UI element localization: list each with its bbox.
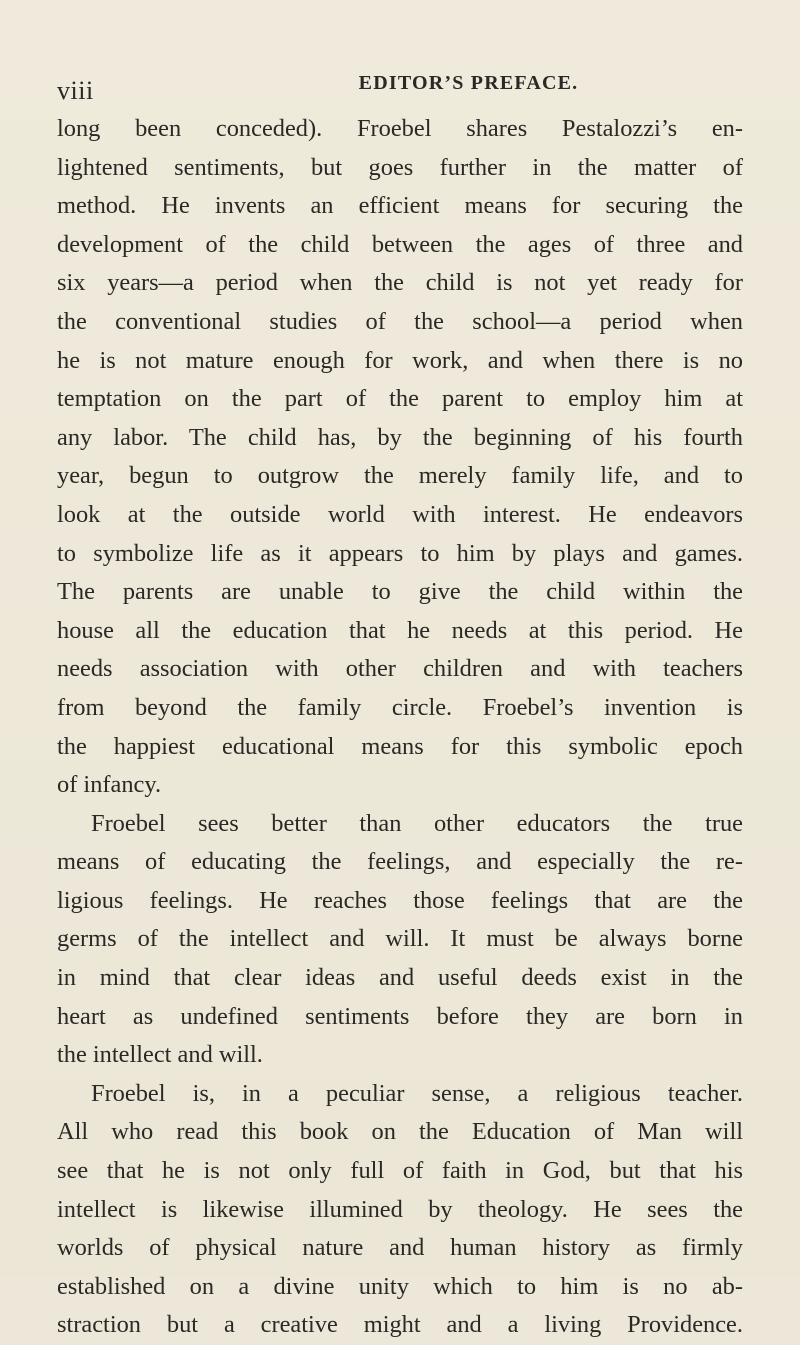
text-line: of infancy.	[57, 771, 162, 799]
text-line: development of the child between the ages of three and	[57, 230, 743, 258]
text-line: needs association with other children and with teachers	[57, 655, 743, 683]
text-line: means of educating the feelings, and especially the re-	[57, 848, 743, 876]
running-head	[57, 64, 740, 104]
text-line: Froebel sees better than other educators the true	[91, 809, 743, 837]
text-line: any labor. The child has, by the beginning of his fourth	[57, 423, 743, 451]
text-line: temptation on the part of the parent to employ him at	[57, 385, 743, 413]
text-line: worlds of physical nature and human history as firmly	[57, 1234, 743, 1262]
text-line: the happiest educational means for this symbolic epoch	[57, 732, 743, 760]
text-line: year, begun to outgrow the merely family life, and to	[57, 462, 743, 490]
text-line: he is not mature enough for work, and when there is no	[57, 346, 743, 374]
text-line: lightened sentiments, but goes further in the matter of	[57, 153, 743, 181]
page-number: viii	[57, 76, 94, 105]
text-line: the conventional studies of the school—a period when	[57, 307, 743, 335]
text-line: The parents are unable to give the child within the	[57, 578, 743, 606]
text-line: look at the outside world with interest. He endeavors	[57, 500, 743, 528]
text-line: intellect is likewise illumined by theology. He sees the	[57, 1195, 743, 1223]
text-line: long been conceded). Froebel shares Pestalozzi’s en-	[57, 115, 743, 142]
text-line: in mind that clear ideas and useful deeds exist in the	[57, 964, 743, 992]
running-title: EDITOR’S PREFACE.	[358, 72, 579, 94]
text-line: the intellect and will.	[57, 1041, 263, 1069]
body-text	[57, 110, 743, 1345]
text-line: Froebel is, in a peculiar sense, a religious teacher.	[91, 1079, 743, 1107]
text-line: All who read this book on the Education of Man will	[57, 1118, 743, 1146]
text-line: germs of the intellect and will. It must be always borne	[57, 925, 743, 953]
text-line: straction but a creative might and a living Providence.	[57, 1311, 743, 1339]
text-line: established on a divine unity which to him is no ab-	[57, 1272, 743, 1300]
text-line: see that he is not only full of faith in God, but that his	[57, 1157, 743, 1185]
text-line: from beyond the family circle. Froebel’s invention is	[57, 693, 743, 721]
text-line: ligious feelings. He reaches those feelings that are the	[57, 886, 743, 914]
text-line: to symbolize life as it appears to him by plays and games.	[57, 539, 743, 567]
text-line: heart as undefined sentiments before they are born in	[57, 1002, 743, 1030]
text-line: method. He invents an efficient means for securing the	[57, 192, 743, 220]
text-line: six years—a period when the child is not yet ready for	[57, 269, 743, 297]
text-line: house all the education that he needs at this period. He	[57, 616, 743, 644]
